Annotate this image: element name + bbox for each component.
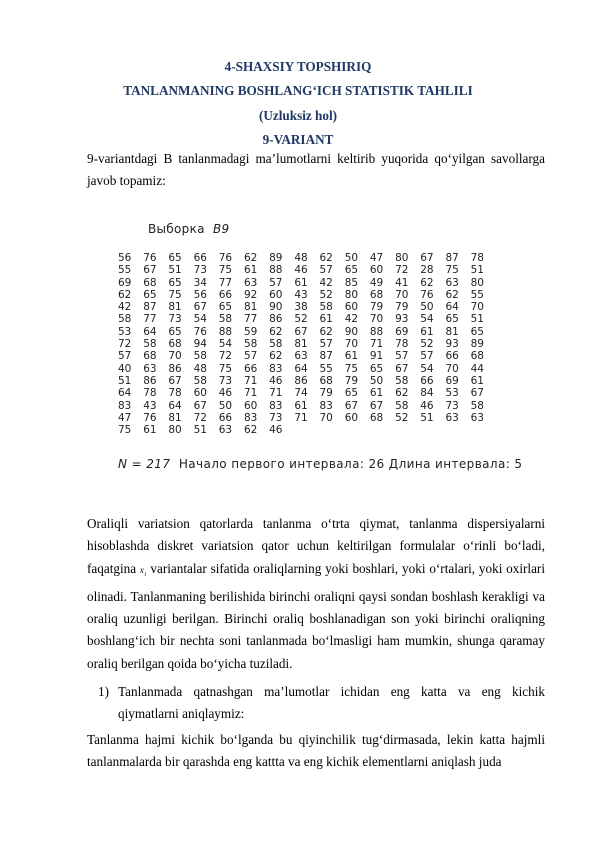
sample-value: 50	[218, 399, 233, 412]
sample-value: 69	[118, 276, 132, 289]
sample-value: 38	[294, 301, 308, 314]
sample-value: 68	[369, 411, 384, 424]
list-number: 1)	[98, 684, 109, 699]
sample-value: 66	[193, 252, 207, 264]
sample-value	[496, 301, 521, 313]
sample-value: 28	[420, 264, 434, 277]
sample-value: 50	[344, 252, 359, 264]
sample-value: 51	[168, 264, 182, 277]
sample-value: 59	[243, 325, 258, 338]
sample-value: 57	[269, 276, 283, 289]
sample-value: 69	[395, 325, 409, 338]
sample-value: 63	[470, 411, 484, 424]
sample-value	[294, 424, 319, 436]
sample-value: 78	[168, 387, 182, 400]
sample-value: 76	[193, 325, 207, 338]
sample-value	[496, 363, 521, 375]
sample-value: 55	[470, 288, 484, 301]
sample-value: 71	[243, 374, 258, 387]
sample-value: 57	[420, 350, 434, 363]
sample-value: 48	[294, 252, 308, 264]
sample-value: 83	[118, 399, 132, 412]
sample-value: 72	[118, 338, 132, 351]
sample-value: 62	[420, 276, 434, 289]
sample-value	[496, 277, 521, 289]
sample-value: 84	[420, 387, 434, 400]
sample-value	[496, 387, 521, 399]
sample-value: 52	[420, 338, 434, 351]
sample-value: 89	[470, 338, 484, 351]
sample-value: 58	[143, 338, 157, 351]
sample-value: 79	[344, 374, 359, 387]
sample-value: 52	[319, 288, 333, 301]
sample-value: 87	[319, 350, 333, 363]
sample-variant: B9	[213, 222, 230, 236]
list-item	[98, 681, 545, 725]
sample-value: 86	[294, 374, 308, 387]
sample-value: 88	[218, 325, 233, 338]
sample-value: 68	[369, 288, 384, 301]
sample-value: 64	[143, 325, 157, 338]
sample-value: 61	[294, 399, 308, 412]
sample-value: 52	[395, 411, 409, 424]
sample-value: 51	[420, 411, 434, 424]
sample-value: 60	[269, 288, 283, 301]
sample-value: 67	[168, 374, 182, 387]
sample-value: 58	[118, 313, 132, 326]
sample-value: 81	[168, 301, 182, 314]
sample-value: 66	[420, 374, 434, 387]
sample-value: 79	[319, 387, 333, 400]
sample-value: 58	[470, 399, 484, 412]
intro-paragraph: 9-variantdagi B tanlanmadagi ma’lumotlarni keltirib yuqorida qo‘yilgan savollarga javob topamiz:	[87, 151, 545, 188]
sample-value: 90	[344, 325, 359, 338]
sample-value: 75	[218, 362, 233, 375]
sample-footer	[118, 457, 522, 471]
sample-value: 65	[344, 387, 359, 400]
sample-value: 94	[193, 338, 207, 351]
sample-value: 70	[344, 338, 359, 351]
sample-value: 42	[118, 301, 132, 314]
sample-value: 68	[143, 350, 157, 363]
sample-value: 80	[344, 288, 359, 301]
sample-value: 54	[193, 313, 207, 326]
sample-value: 75	[168, 288, 182, 301]
sample-value: 80	[395, 252, 409, 264]
sample-value: 93	[395, 313, 409, 326]
sample-value: 69	[445, 374, 459, 387]
sample-value: 65	[168, 252, 182, 264]
sample-value: 62	[269, 325, 283, 338]
sample-value: 55	[319, 362, 333, 375]
sample-value: 52	[294, 313, 308, 326]
sample-value: 63	[445, 276, 459, 289]
sample-value: 46	[269, 424, 283, 437]
sample-value: 67	[470, 387, 484, 400]
sample-value: 70	[168, 350, 182, 363]
assignment-title: 4-SHAXSIY TOPSHIRIQ	[224, 59, 372, 74]
sample-value: 90	[269, 301, 283, 314]
sample-value: 48	[193, 362, 207, 375]
sample-values-grid	[118, 252, 521, 436]
sample-value: 53	[118, 325, 132, 338]
list-text: Tanlanmada qatnashgan ma’lumotlar ichidan eng katta va eng kichik qiymatlarni aniqlaymiz:	[118, 684, 545, 721]
sample-value	[395, 424, 420, 436]
sample-value: 83	[243, 411, 258, 424]
sample-value: 66	[243, 362, 258, 375]
variant-label: 9-VARIANT	[262, 132, 334, 147]
sample-value: 72	[193, 411, 207, 424]
sample-value: 64	[168, 399, 182, 412]
sample-value: 65	[218, 301, 233, 314]
sample-value: 46	[294, 264, 308, 277]
sample-value: 68	[319, 374, 333, 387]
sample-value: 83	[269, 362, 283, 375]
sample-value	[496, 313, 521, 325]
sample-value: 58	[218, 313, 233, 326]
sample-value: 51	[470, 264, 484, 277]
sample-value: 70	[319, 411, 333, 424]
sample-value: 63	[218, 424, 233, 437]
sample-value: 88	[269, 264, 283, 277]
sample-value: 61	[420, 325, 434, 338]
sample-value: 58	[243, 338, 258, 351]
sample-value: 63	[445, 411, 459, 424]
sample-value: 61	[470, 374, 484, 387]
sample-value	[445, 424, 470, 436]
sample-value: 70	[395, 288, 409, 301]
sample-value: 77	[218, 276, 233, 289]
sample-value: 79	[369, 301, 384, 314]
sample-value: 62	[269, 350, 283, 363]
sample-value: 64	[118, 387, 132, 400]
sample-value: 68	[470, 350, 484, 363]
sample-value: 60	[193, 387, 207, 400]
sample-value: 66	[445, 350, 459, 363]
sample-value: 88	[369, 325, 384, 338]
sample-value: 75	[344, 362, 359, 375]
sample-value: 86	[168, 362, 182, 375]
sample-value: 67	[420, 252, 434, 264]
sample-value: 72	[395, 264, 409, 277]
sample-value: 71	[294, 411, 308, 424]
sample-value	[496, 375, 521, 387]
sample-value: 63	[243, 276, 258, 289]
sample-value: 73	[168, 313, 182, 326]
sample-value	[471, 424, 496, 436]
sample-value: 66	[218, 411, 233, 424]
sample-value: 42	[319, 276, 333, 289]
sample-value: 58	[269, 338, 283, 351]
sample-value: 61	[319, 313, 333, 326]
sample-value: 79	[395, 301, 409, 314]
sample-value: 64	[294, 362, 308, 375]
sample-value: 86	[143, 374, 157, 387]
sample-value: 47	[118, 411, 132, 424]
sample-value: 78	[470, 252, 484, 264]
sample-value: 93	[445, 338, 459, 351]
sample-value: 64	[445, 301, 459, 314]
sample-value: 62	[319, 325, 333, 338]
sample-value	[496, 289, 521, 301]
sample-value: 65	[470, 325, 484, 338]
sample-value: 67	[193, 301, 207, 314]
sample-value: 56	[193, 288, 207, 301]
sample-value: 87	[445, 252, 459, 264]
sample-value	[496, 264, 521, 276]
sample-value: 65	[369, 362, 384, 375]
sample-value: 75	[118, 424, 132, 437]
sample-value: 89	[269, 252, 283, 264]
sample-value: 51	[193, 424, 207, 437]
interval-info: Начало первого интервала: 26 Длина интервала: 5	[178, 457, 523, 471]
sample-value: 46	[218, 387, 233, 400]
sample-value: 68	[143, 276, 157, 289]
sample-value: 62	[243, 252, 258, 264]
sample-value: 76	[218, 252, 233, 264]
sample-value: 54	[420, 362, 434, 375]
sample-value: 71	[269, 387, 283, 400]
sample-value: 81	[445, 325, 459, 338]
sample-value: 60	[344, 411, 359, 424]
sample-value: 67	[143, 264, 157, 277]
sample-value: 67	[294, 325, 308, 338]
sample-value: 76	[143, 411, 157, 424]
sample-value: 71	[369, 338, 384, 351]
sample-value: 77	[143, 313, 157, 326]
sample-value: 58	[319, 301, 333, 314]
sample-value: 60	[243, 399, 258, 412]
body-paragraph: Oraliqli variatsion qatorlarda tanlanma o‘trta qiymat, tanlanma dispersiyalarni hisoblashda diskret variatsion qator uchun keltirilgan formulalar o‘rinli bo‘ladi, faqatgina $x_i$ variantalar sifatida oraliqlarning yoki boshlari, yoki o‘rtalari, yoki oxirlari olinadi. Tanlanmaning berilishida birinchi oraliqni qaysi sondan boshlash kerakligi va oraliq uzunligi berilgan. Birinchi oraliq boshlanadigan son yoki birinchi oraliqning boshlang‘ich bir nechta soni tanlanmada bo‘lmasligi ham mumkin, shunga qaramay oraliq berilgan qoida bo‘yicha tuziladi.	[87, 516, 545, 671]
sample-value: 58	[193, 350, 207, 363]
sample-value: 61	[294, 276, 308, 289]
sample-value	[345, 424, 370, 436]
sample-value: 70	[369, 313, 384, 326]
sample-value: 73	[218, 374, 233, 387]
sample-value: 75	[445, 264, 459, 277]
sample-value: 68	[168, 338, 182, 351]
tail-paragraph: Tanlanma hajmi kichik bo‘lganda bu qiyinchilik tug‘dirmasada, lekin katta hajmli tanlanmalarda bir qarashda eng kattta va eng kichik elementlarni aniqlash juda	[87, 732, 545, 770]
sample-value: 58	[395, 399, 409, 412]
sample-value: 78	[143, 387, 157, 400]
sample-value: 70	[470, 301, 484, 314]
sample-value: 65	[168, 325, 182, 338]
sample-value: 62	[395, 387, 409, 400]
sample-value: 57	[319, 264, 333, 277]
sample-value: 62	[445, 288, 459, 301]
sample-value: 50	[369, 374, 384, 387]
sample-value: 46	[269, 374, 283, 387]
sample-value: 86	[269, 313, 283, 326]
sample-value: 62	[243, 424, 258, 437]
assignment-case: (Uzluksiz hol)	[258, 108, 338, 123]
sample-value: 76	[143, 252, 157, 264]
sample-value: 61	[344, 350, 359, 363]
sample-value: 72	[218, 350, 233, 363]
sample-value: 81	[294, 338, 308, 351]
sample-value: 87	[143, 301, 157, 314]
sample-value: 57	[118, 350, 132, 363]
sample-value: 73	[269, 411, 283, 424]
sample-value: 61	[243, 264, 258, 277]
sample-value: 43	[143, 399, 157, 412]
sample-value: 62	[118, 288, 132, 301]
sample-value	[496, 252, 521, 264]
sample-value: 67	[344, 399, 359, 412]
sample-value: 57	[319, 338, 333, 351]
sample-value: 80	[168, 424, 182, 437]
sample-value: 58	[193, 374, 207, 387]
sample-value: 61	[369, 387, 384, 400]
sample-value	[496, 412, 521, 424]
sample-value: 73	[445, 399, 459, 412]
sample-value: 83	[269, 399, 283, 412]
sample-value: 78	[395, 338, 409, 351]
sample-value: 40	[118, 362, 132, 375]
sample-value	[496, 350, 521, 362]
sample-value: 66	[218, 288, 233, 301]
sample-value: 57	[395, 350, 409, 363]
sample-value: 54	[420, 313, 434, 326]
sample-value: 46	[420, 399, 434, 412]
sample-value: 85	[344, 276, 359, 289]
sample-value: 65	[143, 288, 157, 301]
sample-value: 67	[193, 399, 207, 412]
sample-value: 67	[369, 399, 384, 412]
sample-value: 63	[143, 362, 157, 375]
sample-value: 83	[319, 399, 333, 412]
sample-value: 75	[218, 264, 233, 277]
x-i-symbol: $x_i$	[139, 564, 147, 578]
sample-value	[496, 338, 521, 350]
sample-value: 70	[445, 362, 459, 375]
sample-value	[320, 424, 345, 436]
sample-value: 76	[420, 288, 434, 301]
assignment-subtitle: TANLANMANING BOSHLANG‘ICH STATISTIK TAHLILI	[123, 83, 473, 98]
sample-value: 41	[395, 276, 409, 289]
sample-value: 81	[168, 411, 182, 424]
sample-value: 49	[369, 276, 384, 289]
sample-value: 50	[420, 301, 434, 314]
sample-value: 44	[470, 362, 484, 375]
sample-value	[370, 424, 395, 436]
sample-value: 58	[395, 374, 409, 387]
sample-value: 77	[243, 313, 258, 326]
sample-value: 60	[344, 301, 359, 314]
sample-value	[420, 424, 445, 436]
sample-value: 51	[118, 374, 132, 387]
sample-value: 55	[118, 264, 132, 277]
sample-value: 74	[294, 387, 308, 400]
sample-size: N = 217	[118, 457, 171, 471]
sample-value: 71	[243, 387, 258, 400]
sample-value	[496, 424, 521, 436]
sample-value: 54	[218, 338, 233, 351]
sample-value: 81	[243, 301, 258, 314]
sample-value: 73	[193, 264, 207, 277]
sample-value: 60	[369, 264, 384, 277]
sample-value	[496, 326, 521, 338]
sample-value: 53	[445, 387, 459, 400]
sample-title: Выборка B9	[148, 222, 230, 236]
sample-value: 57	[243, 350, 258, 363]
sample-value: 34	[193, 276, 207, 289]
sample-value: 56	[118, 252, 132, 264]
sample-value: 80	[470, 276, 484, 289]
sample-value: 47	[369, 252, 384, 264]
sample-value: 65	[168, 276, 182, 289]
sample-value: 62	[319, 252, 333, 264]
sample-value: 65	[344, 264, 359, 277]
sample-value: 43	[294, 288, 308, 301]
sample-image	[118, 222, 538, 478]
sample-value	[496, 400, 521, 412]
sample-value: 61	[143, 424, 157, 437]
sample-value: 67	[395, 362, 409, 375]
sample-value: 65	[445, 313, 459, 326]
sample-value: 91	[369, 350, 384, 363]
sample-value: 51	[470, 313, 484, 326]
sample-value: 92	[243, 288, 258, 301]
sample-value: 63	[294, 350, 308, 363]
sample-value: 42	[344, 313, 359, 326]
